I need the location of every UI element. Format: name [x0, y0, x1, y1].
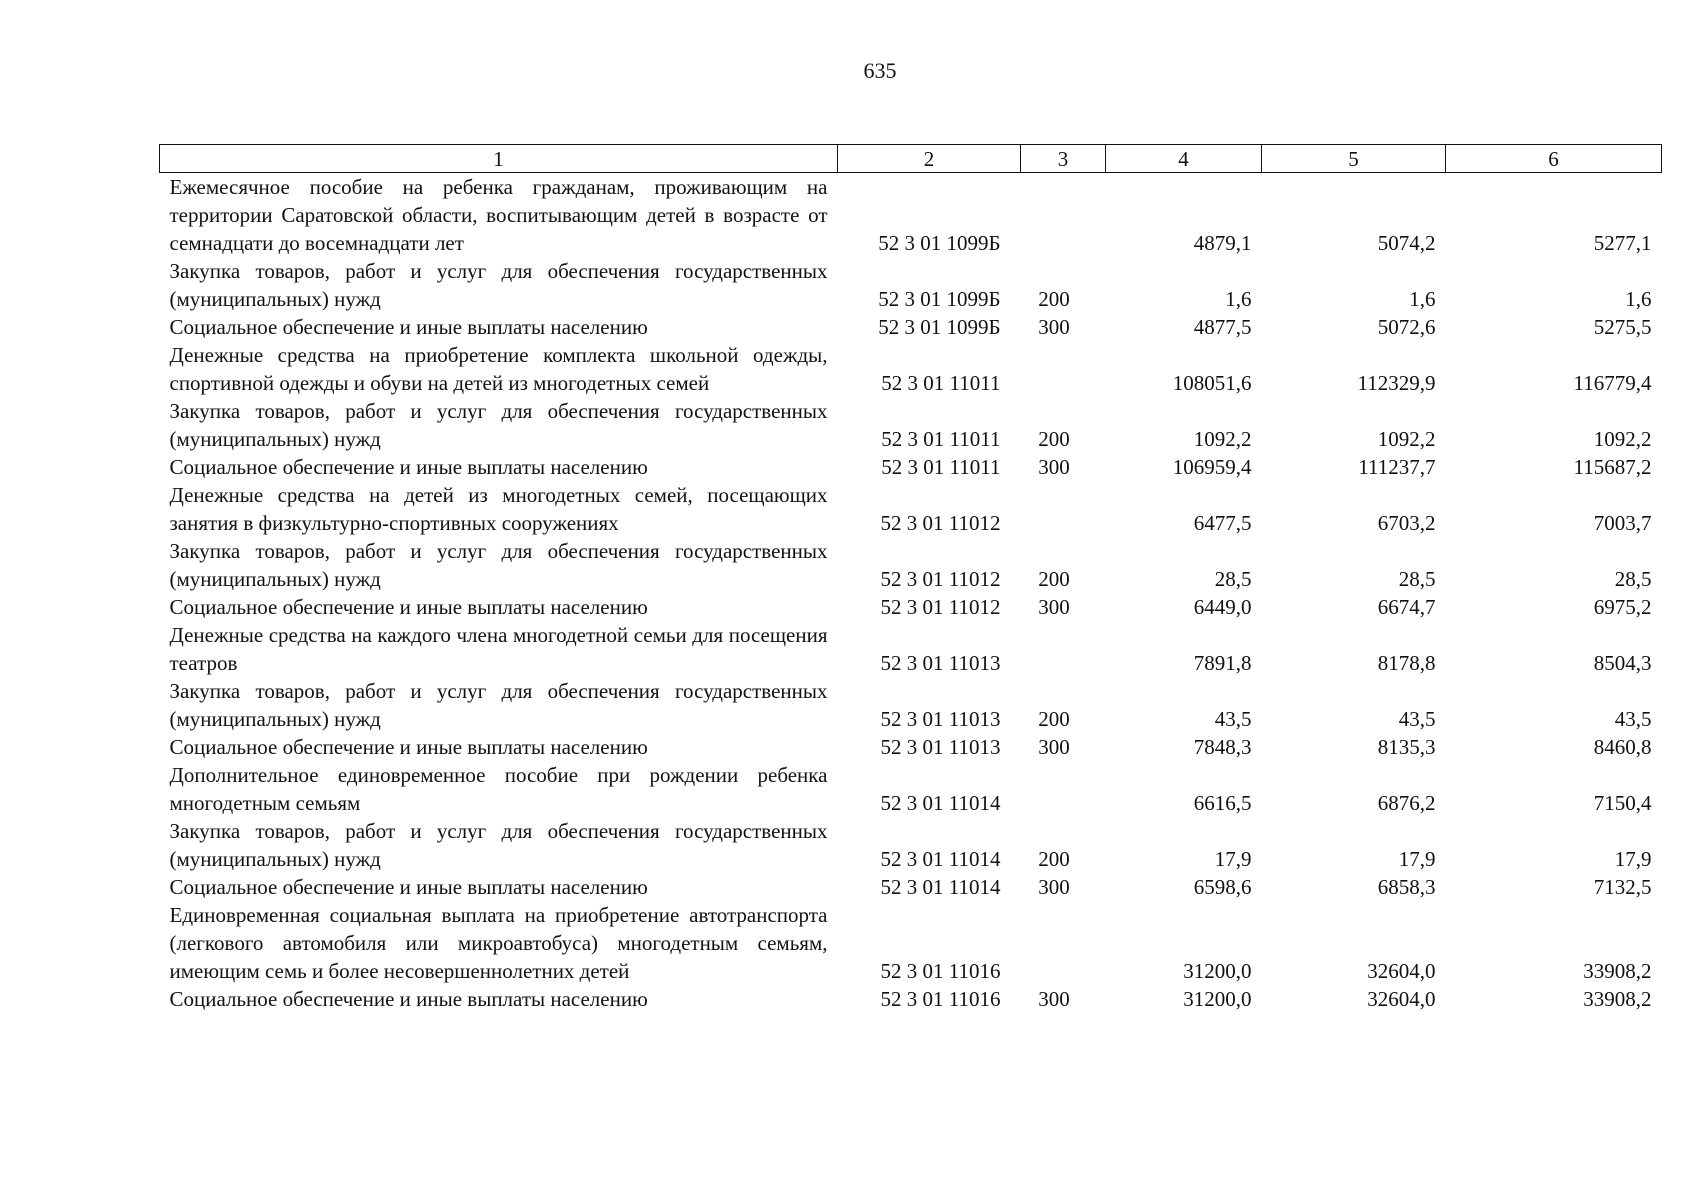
row-code: 52 3 01 1099Б — [878, 287, 1001, 311]
row-value-6: 7003,7 — [1593, 511, 1652, 535]
row-value-4: 6477,5 — [1193, 511, 1252, 535]
row-value-5: 111237,7 — [1358, 455, 1436, 479]
row-kind: 200 — [1038, 567, 1070, 591]
row-code: 52 3 01 11016 — [880, 959, 1001, 983]
row-kind: 300 — [1038, 987, 1070, 1011]
row-value-5: 112329,9 — [1357, 371, 1436, 395]
budget-table — [159, 144, 1662, 1013]
row-value-6: 116779,4 — [1573, 371, 1652, 395]
table-row — [160, 733, 1662, 761]
table-row — [160, 313, 1662, 341]
row-value-5: 1092,2 — [1377, 427, 1436, 451]
row-kind — [1021, 901, 1106, 985]
row-value-6: 33908,2 — [1583, 959, 1652, 983]
table-row — [160, 677, 1662, 733]
row-value-5: 8178,8 — [1377, 651, 1436, 675]
row-name: Закупка товаров, работ и услуг для обеспечения государственных (муниципальных) нужд — [169, 259, 828, 311]
row-name: Закупка товаров, работ и услуг для обеспечения государственных (муниципальных) нужд — [169, 819, 828, 871]
row-kind — [1021, 173, 1106, 258]
row-code: 52 3 01 11014 — [880, 847, 1001, 871]
row-kind — [1021, 761, 1106, 817]
row-name: Денежные средства на детей из многодетных семей, посещающих занятия в физкультурно-спортивных сооружениях — [169, 483, 828, 535]
row-kind: 300 — [1038, 455, 1070, 479]
row-value-5: 6674,7 — [1377, 595, 1436, 619]
column-header-1: 1 — [160, 145, 838, 173]
row-name: Ежемесячное пособие на ребенка гражданам, проживающим на территории Саратовской области, воспитывающим детей в возрасте от семнадцати до восемнадцати лет — [169, 175, 828, 255]
row-value-6: 115687,2 — [1573, 455, 1652, 479]
row-name: Социальное обеспечение и иные выплаты населению — [169, 455, 648, 479]
row-value-5: 6703,2 — [1377, 511, 1436, 535]
column-header-6: 6 — [1446, 145, 1662, 173]
row-kind: 200 — [1038, 287, 1070, 311]
row-name: Закупка товаров, работ и услуг для обеспечения государственных (муниципальных) нужд — [169, 539, 828, 591]
column-header-5: 5 — [1262, 145, 1446, 173]
row-code: 52 3 01 11014 — [880, 791, 1001, 815]
row-value-4: 108051,6 — [1172, 371, 1252, 395]
table-row — [160, 453, 1662, 481]
row-code: 52 3 01 11011 — [881, 371, 1001, 395]
table-row — [160, 397, 1662, 453]
row-value-6: 5277,1 — [1593, 231, 1652, 255]
row-value-6: 17,9 — [1614, 847, 1652, 871]
row-value-5: 5072,6 — [1377, 315, 1436, 339]
row-value-5: 1,6 — [1409, 287, 1436, 311]
row-code: 52 3 01 1099Б — [878, 315, 1001, 339]
row-value-5: 8135,3 — [1377, 735, 1436, 759]
table-row — [160, 537, 1662, 593]
row-name: Закупка товаров, работ и услуг для обеспечения государственных (муниципальных) нужд — [169, 399, 828, 451]
row-value-5: 28,5 — [1398, 567, 1436, 591]
row-value-5: 5074,2 — [1377, 231, 1436, 255]
table-row — [160, 985, 1662, 1013]
row-value-4: 31200,0 — [1183, 959, 1252, 983]
table-row — [160, 621, 1662, 677]
row-value-5: 6858,3 — [1377, 875, 1436, 899]
row-value-4: 6449,0 — [1193, 595, 1252, 619]
row-value-4: 6598,6 — [1193, 875, 1252, 899]
row-value-6: 7150,4 — [1593, 791, 1652, 815]
row-kind — [1021, 481, 1106, 537]
row-value-4: 7848,3 — [1193, 735, 1252, 759]
row-value-6: 8460,8 — [1593, 735, 1652, 759]
table-row — [160, 173, 1662, 258]
column-header-2: 2 — [838, 145, 1021, 173]
row-value-6: 33908,2 — [1583, 987, 1652, 1011]
row-value-4: 17,9 — [1214, 847, 1252, 871]
row-value-4: 106959,4 — [1172, 455, 1252, 479]
row-value-5: 43,5 — [1398, 707, 1436, 731]
row-value-4: 1092,2 — [1193, 427, 1252, 451]
table-row — [160, 257, 1662, 313]
row-code: 52 3 01 11013 — [880, 735, 1001, 759]
row-value-6: 43,5 — [1614, 707, 1652, 731]
row-code: 52 3 01 11012 — [880, 511, 1001, 535]
row-code: 52 3 01 11016 — [880, 987, 1001, 1011]
row-value-6: 6975,2 — [1593, 595, 1652, 619]
row-value-4: 43,5 — [1214, 707, 1252, 731]
row-name: Социальное обеспечение и иные выплаты населению — [169, 987, 648, 1011]
row-code: 52 3 01 11012 — [880, 595, 1001, 619]
table-row — [160, 901, 1662, 985]
row-name: Денежные средства на каждого члена многодетной семьи для посещения театров — [169, 623, 828, 675]
row-value-4: 4877,5 — [1193, 315, 1252, 339]
row-kind: 200 — [1038, 427, 1070, 451]
table-row — [160, 873, 1662, 901]
row-value-5: 32604,0 — [1367, 987, 1436, 1011]
row-kind: 300 — [1038, 315, 1070, 339]
row-value-6: 8504,3 — [1593, 651, 1652, 675]
row-name: Дополнительное единовременное пособие при рождении ребенка многодетным семьям — [169, 763, 828, 815]
row-name: Социальное обеспечение и иные выплаты населению — [169, 315, 648, 339]
row-value-5: 32604,0 — [1367, 959, 1436, 983]
row-value-4: 6616,5 — [1193, 791, 1252, 815]
row-name: Социальное обеспечение и иные выплаты населению — [169, 735, 648, 759]
row-value-6: 5275,5 — [1593, 315, 1652, 339]
table-row — [160, 761, 1662, 817]
page-number: 635 — [863, 58, 897, 83]
row-value-4: 1,6 — [1225, 287, 1252, 311]
row-code: 52 3 01 11014 — [880, 875, 1001, 899]
row-value-6: 1092,2 — [1593, 427, 1652, 451]
column-header-4: 4 — [1106, 145, 1262, 173]
row-code: 52 3 01 11011 — [881, 455, 1001, 479]
row-value-6: 1,6 — [1625, 287, 1652, 311]
row-value-4: 4879,1 — [1193, 231, 1252, 255]
row-value-5: 17,9 — [1398, 847, 1436, 871]
row-value-5: 6876,2 — [1377, 791, 1436, 815]
row-code: 52 3 01 11011 — [881, 427, 1001, 451]
column-header-3: 3 — [1021, 145, 1106, 173]
row-kind — [1021, 341, 1106, 397]
row-kind: 300 — [1038, 875, 1070, 899]
row-name: Социальное обеспечение и иные выплаты населению — [169, 595, 648, 619]
row-kind: 200 — [1038, 847, 1070, 871]
row-kind: 300 — [1038, 735, 1070, 759]
row-kind: 200 — [1038, 707, 1070, 731]
row-kind — [1021, 621, 1106, 677]
row-name: Единовременная социальная выплата на приобретение автотранспорта (легкового автомобиля или микроавтобуса) многодетным семьям, имеющим семь и более несовершеннолетних детей — [169, 903, 828, 983]
table-body — [160, 173, 1662, 1014]
row-value-6: 28,5 — [1614, 567, 1652, 591]
table-row — [160, 817, 1662, 873]
row-kind: 300 — [1038, 595, 1070, 619]
row-value-6: 7132,5 — [1593, 875, 1652, 899]
row-value-4: 28,5 — [1214, 567, 1252, 591]
table-header-row — [160, 145, 1662, 173]
row-value-4: 7891,8 — [1193, 651, 1252, 675]
table-row — [160, 481, 1662, 537]
row-code: 52 3 01 11013 — [880, 651, 1001, 675]
row-code: 52 3 01 11012 — [880, 567, 1001, 591]
row-name: Денежные средства на приобретение комплекта школьной одежды, спортивной одежды и обуви на детей из многодетных семей — [169, 343, 828, 395]
row-name: Закупка товаров, работ и услуг для обеспечения государственных (муниципальных) нужд — [169, 679, 828, 731]
table-row — [160, 341, 1662, 397]
row-code: 52 3 01 1099Б — [878, 231, 1001, 255]
row-code: 52 3 01 11013 — [880, 707, 1001, 731]
table-row — [160, 593, 1662, 621]
row-name: Социальное обеспечение и иные выплаты населению — [169, 875, 648, 899]
row-value-4: 31200,0 — [1183, 987, 1252, 1011]
